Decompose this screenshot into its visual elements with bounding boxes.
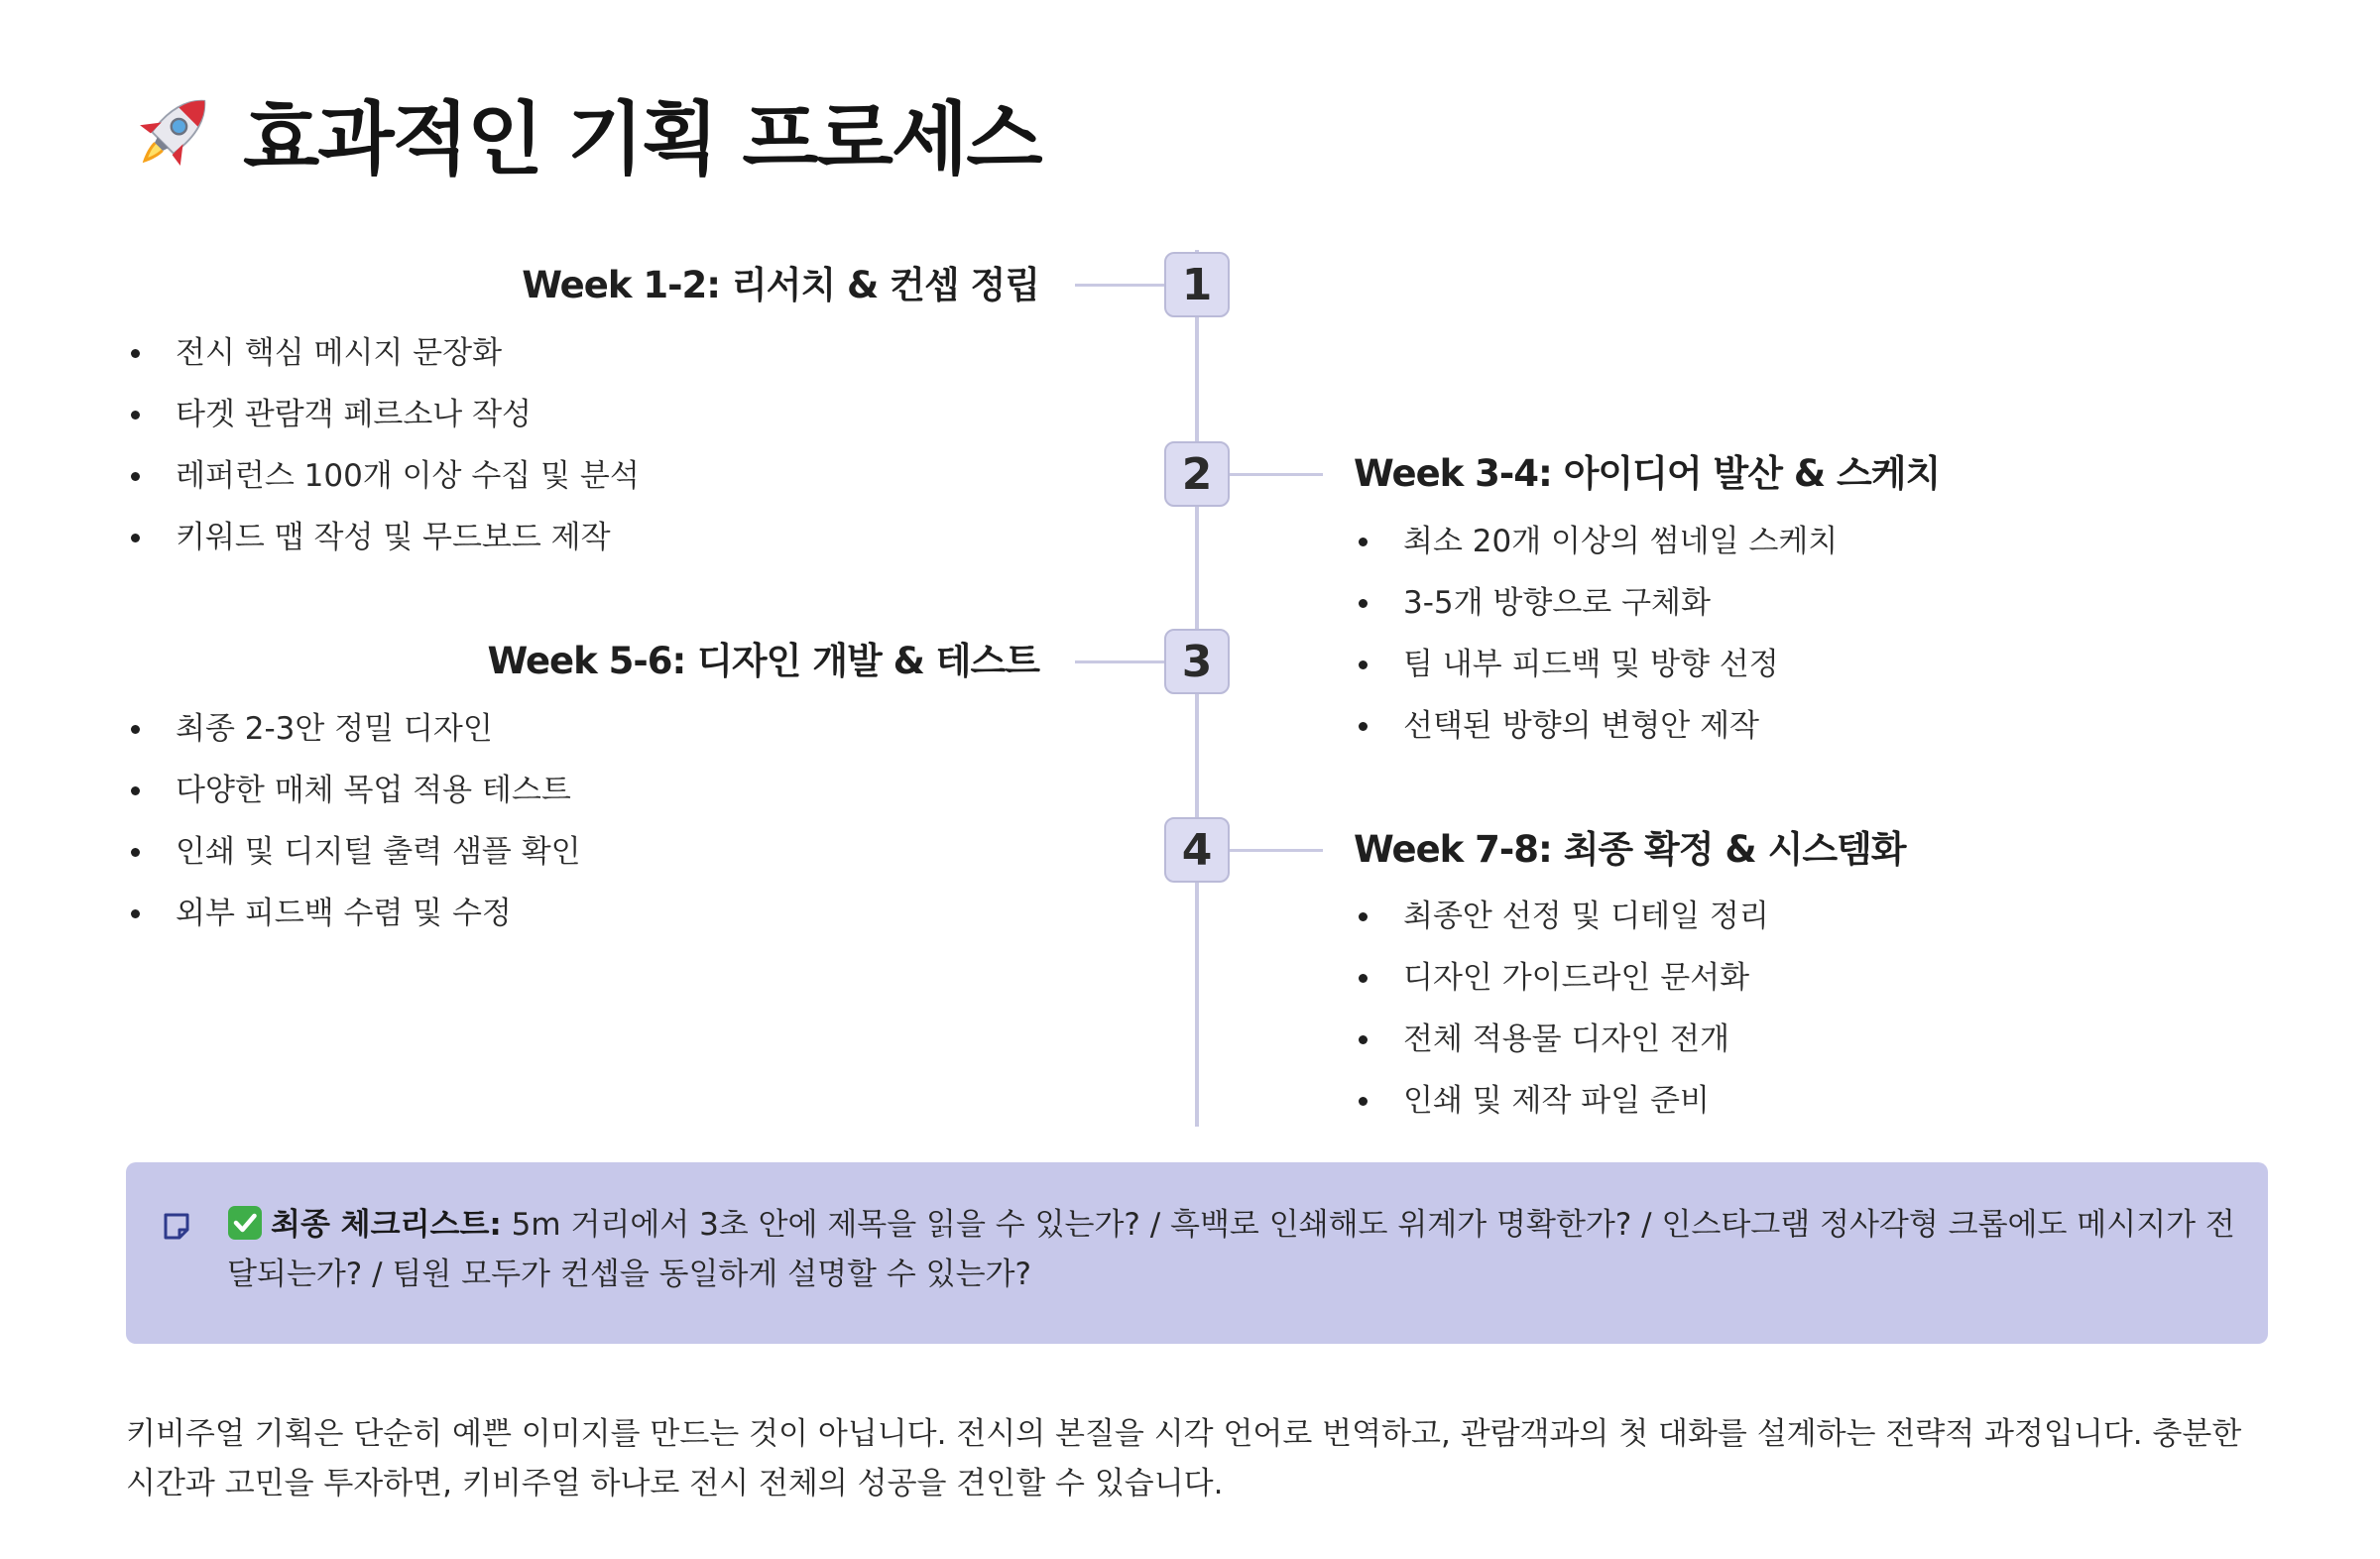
page-title-text: 효과적인 기획 프로세스	[243, 92, 1041, 185]
list-item: 인쇄 및 디지털 출력 샘플 확인	[126, 821, 581, 883]
list-item: 최종안 선정 및 디테일 정리	[1354, 886, 1769, 947]
page-title	[126, 77, 1041, 186]
callout-text	[227, 1200, 2240, 1299]
check-mark-icon	[227, 1205, 263, 1241]
week-heading-2: Week 3-4: 아이디어 발산 & 스케치	[1354, 452, 1941, 495]
note-icon	[161, 1211, 192, 1243]
step-badge-3: 3	[1164, 629, 1230, 694]
list-item: 레퍼런스 100개 이상 수집 및 분석	[126, 445, 640, 507]
list-item: 최소 20개 이상의 썸네일 스케치	[1354, 511, 1838, 572]
list-item: 디자인 가이드라인 문서화	[1354, 947, 1769, 1009]
task-list-4	[1354, 886, 1769, 1132]
task-list-3	[126, 698, 581, 944]
callout-body: 5m 거리에서 3초 안에 제목을 읽을 수 있는가? / 흑백로 인쇄해도 위계가 명확한가? / 인스타그램 정사각형 크롭에도 메시지가 전달되는가? / 팀원 모두가 컨셉을 동일하게 설명할 수 있는가?	[227, 1207, 2235, 1292]
task-list-2	[1354, 511, 1838, 757]
week-heading-4: Week 7-8: 최종 확정 & 시스템화	[1354, 828, 1906, 871]
list-item: 인쇄 및 제작 파일 준비	[1354, 1070, 1769, 1132]
list-item: 3-5개 방향으로 구체화	[1354, 572, 1838, 634]
step-badge-2: 2	[1164, 441, 1230, 507]
callout-label: 최종 체크리스트:	[271, 1207, 502, 1243]
list-item: 팀 내부 피드백 및 방향 선정	[1354, 634, 1838, 695]
list-item: 외부 피드백 수렴 및 수정	[126, 883, 581, 944]
week-heading-3: Week 5-6: 디자인 개발 & 테스트	[487, 640, 1039, 682]
rocket-icon	[126, 82, 221, 181]
step-badge-1: 1	[1164, 252, 1230, 317]
task-list-1	[126, 322, 640, 568]
list-item: 최종 2-3안 정밀 디자인	[126, 698, 581, 760]
list-item: 전시 핵심 메시지 문장화	[126, 322, 640, 384]
step-badge-4: 4	[1164, 817, 1230, 883]
list-item: 선택된 방향의 변형안 제작	[1354, 695, 1838, 757]
list-item: 다양한 매체 목업 적용 테스트	[126, 760, 581, 821]
checklist-callout	[126, 1162, 2268, 1344]
week-heading-1: Week 1-2: 리서치 & 컨셉 정립	[522, 264, 1039, 306]
summary-paragraph: 키비주얼 기획은 단순히 예쁜 이미지를 만드는 것이 아닙니다. 전시의 본질을 시각 언어로 번역하고, 관람객과의 첫 대화를 설계하는 전략적 과정입니다. 충분한 시간과 고민을 투자하면, 키비주얼 하나로 전시 전체의 성공을 견인할 수 있습니다.	[126, 1416, 2242, 1501]
list-item: 키워드 맵 작성 및 무드보드 제작	[126, 507, 640, 568]
list-item: 타겟 관람객 페르소나 작성	[126, 384, 640, 445]
list-item: 전체 적용물 디자인 전개	[1354, 1009, 1769, 1070]
